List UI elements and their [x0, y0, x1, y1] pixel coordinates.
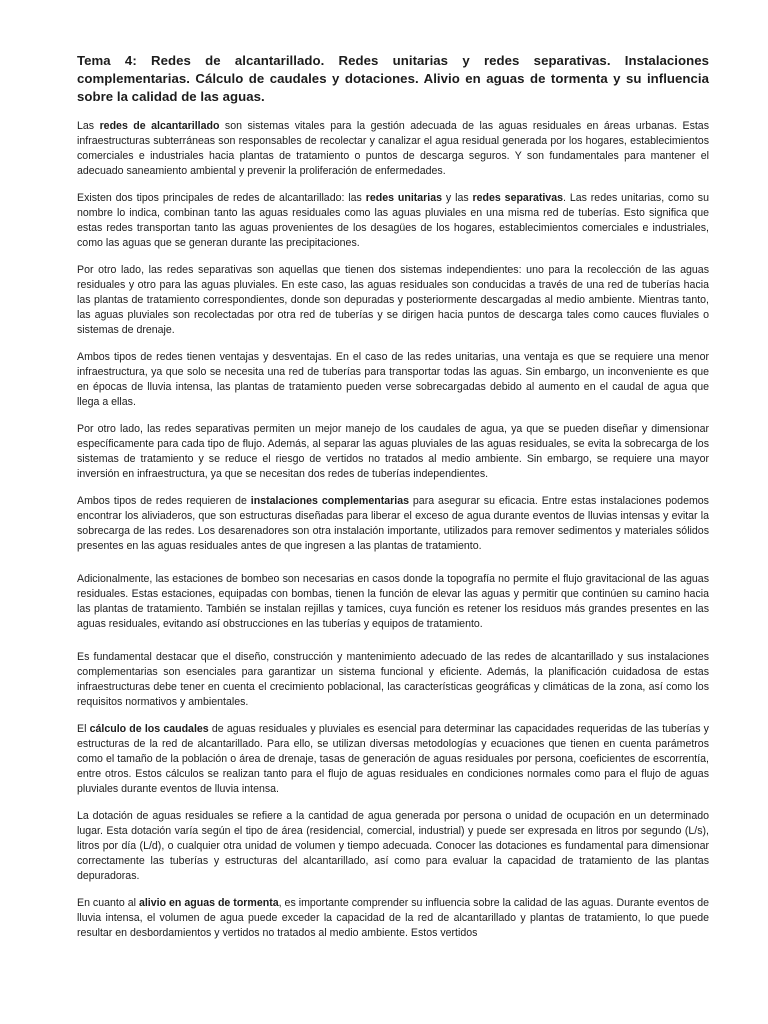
- text-span: para asegurar su eficacia. Entre estas instalaciones podemos encontrar los aliviaderos, que son estructuras diseñadas para liberar el exceso de agua durante eventos de lluvias intensas y evitar la sobrecarga de las redes. Los desarenadores son otra instalación importante, utilizados para remover sedimentos y materiales sólidos presentes en las aguas residuales antes de que ingresen a las plantas de tratamiento.: [77, 495, 709, 552]
- text-span: El: [77, 723, 90, 735]
- text-span: y las: [442, 192, 473, 204]
- bold-term: redes separativas: [472, 192, 563, 204]
- text-span: . Las redes unitarias, como su nombre lo indica, combinan tanto las aguas residuales como las aguas pluviales en una misma red de tuberías. Esto significa que estas redes transportan tanto las aguas provenientes de los desagües de los hogares, establecimientos comerciales e industriales, como las aguas que se generan durante las precipitaciones.: [77, 192, 709, 249]
- text-span: son sistemas vitales para la gestión adecuada de las aguas residuales en áreas urbanas. Estas infraestructuras subterráneas son responsables de recolectar y canalizar el agua residual generada por los hogares, establecimientos comerciales e industriales hacia plantas de tratamiento o puntos de descarga seguros. Y son fundamentales para mantener el adecuado saneamiento ambiental y prevenir la proliferación de enfermedades.: [77, 120, 709, 177]
- document-title: Tema 4: Redes de alcantarillado. Redes unitarias y redes separativas. Instalaciones complementarias. Cálculo de caudales y dotaciones. Alivio en aguas de tormenta y su influencia sobre la calidad de las aguas.: [77, 53, 709, 104]
- paragraph-manejo-caudales: Por otro lado, las redes separativas permiten un mejor manejo de los caudales de agua, ya que se pueden diseñar y dimensionar específicamente para cada tipo de flujo. Además, al separar las aguas pluviales de las aguas residuales, se evita la sobrecarga de los sistemas de tratamiento y se reduce el riesgo de vertidos no tratados al medio ambiente. Sin embargo, se requiere una mayor inversión en infraestructura, ya que se necesitan dos redes de tuberías independientes.: [77, 423, 709, 480]
- text-span: Existen dos tipos principales de redes de alcantarillado: las: [77, 192, 366, 204]
- text-span: Las: [77, 120, 100, 132]
- paragraph-alivio-tormenta: [77, 896, 709, 941]
- paragraph-calculo-caudales: [77, 722, 709, 797]
- paragraph-redes-alcantarillado: [77, 119, 709, 179]
- bold-term: alivio en aguas de tormenta: [138, 897, 279, 909]
- paragraph-estaciones-bombeo: Adicionalmente, las estaciones de bombeo son necesarias en casos donde la topografía no permite el flujo gravitacional de las aguas residuales. Estas estaciones, equipadas con bombas, tienen la función de elevar las aguas y permitir que continúen su camino hacia las plantas de tratamiento. También se instalan rejillas y tamices, cuya función es retener los residuos más grandes presentes en las aguas residuales, evitando así obstrucciones en las tuberías y equipos de tratamiento.: [77, 573, 709, 630]
- paragraph-redes-separativas: Por otro lado, las redes separativas son aquellas que tienen dos sistemas independientes: uno para la recolección de las aguas residuales y otro para las aguas pluviales. En este caso, las aguas residuales son conducidas a través de una red de tuberías hacia las plantas de tratamiento correspondientes, donde son depuradas y posteriormente descargadas al medio ambiente. Mientras tanto, las aguas pluviales son recolectadas por otra red de tuberías y se dirigen hacia puntos de descarga tales como cauces fluviales o sistemas de drenaje.: [77, 264, 709, 336]
- bold-term: redes unitarias: [365, 192, 443, 204]
- paragraph-diseno-mantenimiento: Es fundamental destacar que el diseño, construcción y mantenimiento adecuado de las redes de alcantarillado y sus instalaciones complementarias son esenciales para garantizar un sistema funcional y eficiente. Además, la planificación cuidadosa de estas infraestructuras debe tener en cuenta el crecimiento poblacional, las características geográficas y climáticas de la zona, así como los requisitos normativos y ambientales.: [77, 651, 709, 708]
- text-span: de aguas residuales y pluviales es esencial para determinar las capacidades requeridas de las tuberías y estructuras de la red de alcantarillado. Para ello, se utilizan diversas metodologías y ecuaciones que tienen en cuenta parámetros como el tamaño de la población o área de drenaje, tasas de generación de aguas residuales por persona, coeficientes de escorrentía, entre otros. Estos cálculos se realizan tanto para el flujo de aguas residuales en condiciones normales como para el flujo de aguas pluviales durante eventos de lluvia intensa.: [77, 723, 709, 795]
- bold-term: redes de alcantarillado: [99, 120, 220, 132]
- paragraph-dotacion: La dotación de aguas residuales se refiere a la cantidad de agua generada por persona o unidad de ocupación en un determinado lugar. Esta dotación varía según el tipo de área (residencial, comercial, industrial) y puede ser expresada en litros por segundo (L/s), litros por día (L/d), o cualquier otra unidad de volumen y tiempo adecuada. Conocer las dotaciones es fundamental para dimensionar correctamente las tuberías y estructuras del alcantarillado, así como para evaluar la capacidad de tratamiento de las plantas depuradoras.: [77, 810, 709, 882]
- bold-term: cálculo de los caudales: [89, 723, 209, 735]
- paragraph-tipos-redes: [77, 191, 709, 251]
- text-span: Ambos tipos de redes requieren de: [77, 495, 251, 507]
- text-span: En cuanto al: [77, 897, 139, 909]
- paragraph-instalaciones-complementarias: [77, 494, 709, 554]
- document-page: [77, 52, 709, 953]
- bold-term: instalaciones complementarias: [250, 495, 409, 507]
- paragraph-ventajas-desventajas: Ambos tipos de redes tienen ventajas y desventajas. En el caso de las redes unitarias, una ventaja es que se requiere una menor infraestructura, ya que solo se necesita una red de tuberías para transportar todas las aguas. Sin embargo, un inconveniente es que en épocas de lluvia intensa, las plantas de tratamiento pueden verse sobrecargadas debido al aumento en el caudal de agua que llega a ellas.: [77, 351, 709, 408]
- text-span: , es importante comprender su influencia sobre la calidad de las aguas. Durante eventos de lluvia intensa, el volumen de agua puede exceder la capacidad de la red de alcantarillado y plantas de tratamiento, lo que puede resultar en desbordamientos y vertidos no tratados al medio ambiente. Estos vertidos: [77, 897, 710, 939]
